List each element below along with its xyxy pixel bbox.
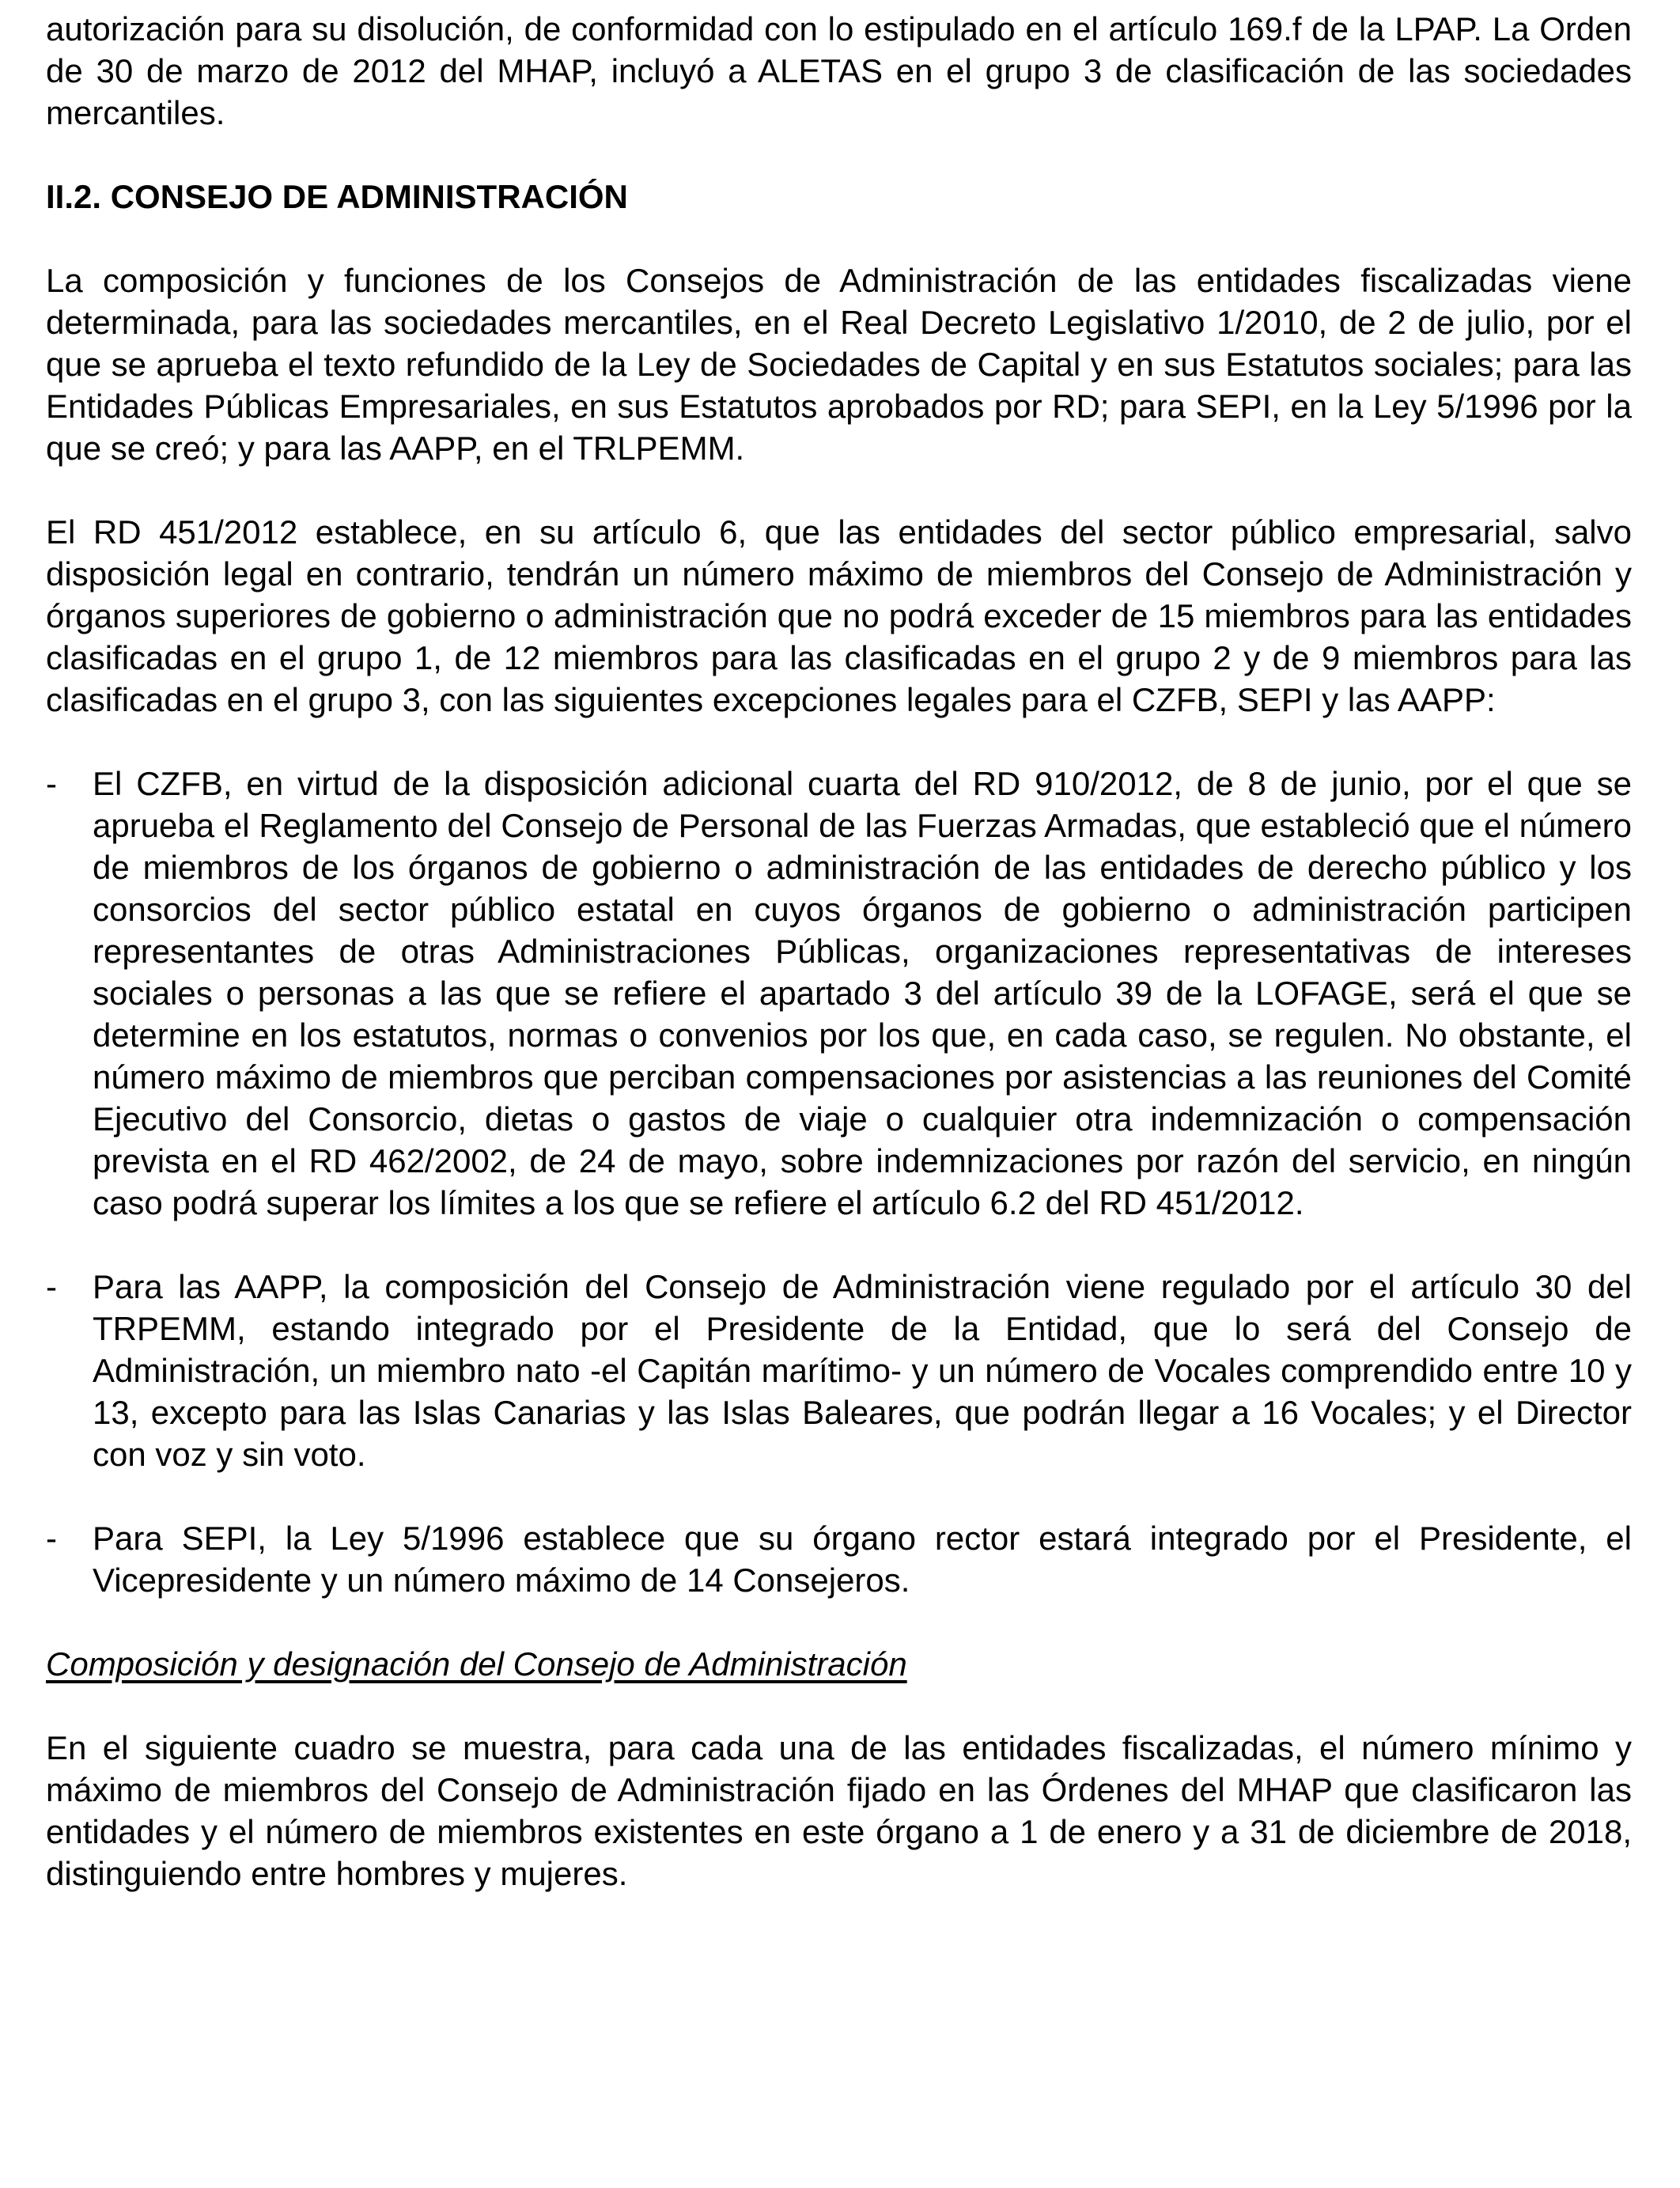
bullet-item-czfb xyxy=(46,763,1632,1224)
bullet-marker: - xyxy=(46,765,57,802)
intro-paragraph: autorización para su disolución, de conformidad con lo estipulado en el artículo 169.f de la LPAP. La Orden de 30 de marzo de 2012 del MHAP, incluyó a ALETAS en el grupo 3 de clasificación de las sociedades mercantiles. xyxy=(46,10,1632,131)
bullet-text: Para SEPI, la Ley 5/1996 establece que su órgano rector estará integrado por el Presidente, el Vicepresidente y un número máximo de 14 Consejeros. xyxy=(93,1520,1632,1599)
bullet-marker: - xyxy=(46,1520,57,1557)
document-page xyxy=(46,8,1632,1895)
paragraph-rd-451-2012: El RD 451/2012 establece, en su artículo 6, que las entidades del sector público empresarial, salvo disposición legal en contrario, tendrán un número máximo de miembros del Consejo de Administración y órganos superiores de gobierno o administración que no podrá exceder de 15 miembros para las entidades clasificadas en el grupo 1, de 12 miembros para las clasificadas en el grupo 2 y de 9 miembros para las clasificadas en el grupo 3, con las siguientes excepciones legales para el CZFB, SEPI y las AAPP: xyxy=(46,513,1632,718)
bullet-item-sepi xyxy=(46,1517,1632,1601)
subheading-composition: Composición y designación del Consejo de Administración xyxy=(46,1645,907,1683)
bullet-marker: - xyxy=(46,1268,57,1305)
section-heading: II.2. CONSEJO DE ADMINISTRACIÓN xyxy=(46,178,628,215)
bullet-text: Para las AAPP, la composición del Consejo de Administración viene regulado por el artículo 30 del TRPEMM, estando integrado por el Presidente de la Entidad, que lo será del Consejo de Administración, un miembro nato -el Capitán marítimo- y un número de Vocales comprendido entre 10 y 13, excepto para las Islas Canarias y las Islas Baleares, que podrán llegar a 16 Vocales; y el Director con voz y sin voto. xyxy=(93,1268,1632,1473)
paragraph-legal-framework: La composición y funciones de los Consejos de Administración de las entidades fiscalizadas viene determinada, para las sociedades mercantiles, en el Real Decreto Legislativo 1/2010, de 2 de julio, por el que se aprueba el texto refundido de la Ley de Sociedades de Capital y en sus Estatutos sociales; para las Entidades Públicas Empresariales, en sus Estatutos aprobados por RD; para SEPI, en la Ley 5/1996 por la que se creó; y para las AAPP, en el TRLPEMM. xyxy=(46,262,1632,467)
bullet-item-aapp xyxy=(46,1266,1632,1475)
bullet-text: El CZFB, en virtud de la disposición adicional cuarta del RD 910/2012, de 8 de junio, por el que se aprueba el Reglamento del Consejo de Personal de las Fuerzas Armadas, que estableció que el número de miembros de los órganos de gobierno o administración de las entidades de derecho público y los consorcios del sector público estatal en cuyos órganos de gobierno o administración participen representantes de otras Administraciones Públicas, organizaciones representativas de intereses sociales o personas a las que se refiere el apartado 3 del artículo 39 de la LOFAGE, será el que se determine en los estatutos, normas o convenios por los que, en cada caso, se regulen. No obstante, el número máximo de miembros que perciban compensaciones por asistencias a las reuniones del Comité Ejecutivo del Consorcio, dietas o gastos de viaje o cualquier otra indemnización o compensación prevista en el RD 462/2002, de 24 de mayo, sobre indemnizaciones por razón del servicio, en ningún caso podrá superar los límites a los que se refiere el artículo 6.2 del RD 451/2012. xyxy=(93,765,1632,1221)
paragraph-table-intro: En el siguiente cuadro se muestra, para cada una de las entidades fiscalizadas, el número mínimo y máximo de miembros del Consejo de Administración fijado en las Órdenes del MHAP que clasificaron las entidades y el número de miembros existentes en este órgano a 1 de enero y a 31 de diciembre de 2018, distinguiendo entre hombres y mujeres. xyxy=(46,1729,1632,1892)
